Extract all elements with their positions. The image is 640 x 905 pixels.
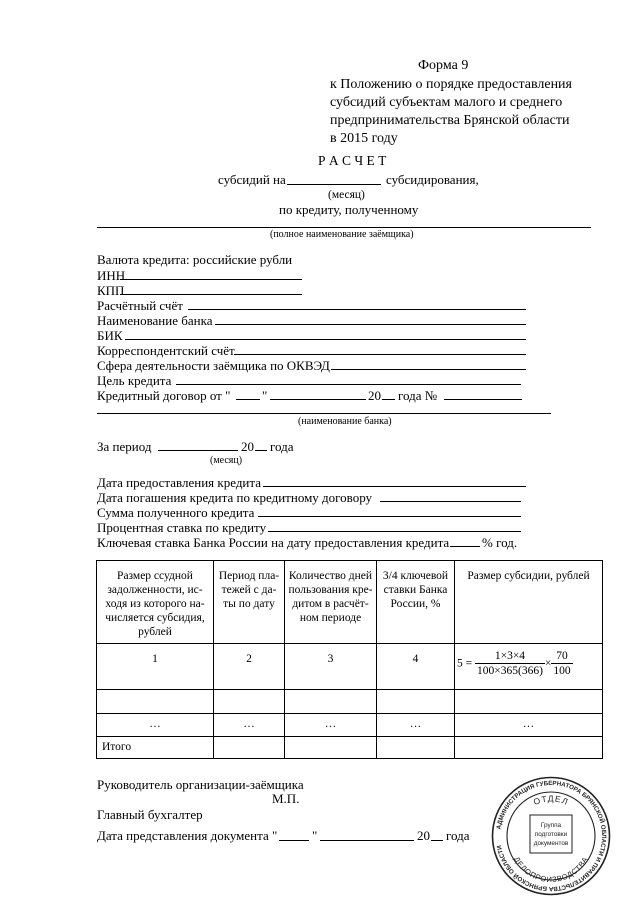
table-header: Размер субсидии, рублей (455, 561, 603, 644)
table-ellipsis: … (377, 714, 455, 737)
contract-quote: " (262, 388, 268, 403)
rate-label: Процентная ставка по кредиту (97, 520, 267, 535)
kpp-blank (120, 294, 302, 295)
contract-day-blank (236, 399, 260, 400)
formula-num-1: 1×3×4 (475, 649, 545, 664)
table-header: Размер ссудной задолженности, ис-ходя из которого на-числяется субсидия, рублей (97, 561, 214, 644)
inn-blank (120, 279, 302, 280)
period-year-blank (255, 450, 267, 451)
table-cell (97, 690, 214, 714)
corr-account-label: Корреспондентский счёт (97, 343, 235, 358)
table-cell (214, 690, 285, 714)
bik-blank (125, 339, 526, 340)
header-line: субсидий субъектам малого и среднего (330, 95, 563, 110)
contract-year-prefix: 20 (368, 388, 381, 403)
subtitle-before: субсидий на (218, 172, 286, 187)
official-stamp (490, 775, 612, 897)
table-header: 3/4 ключевой ставки Банка России, % (377, 561, 455, 644)
submit-date-quote: " (312, 828, 318, 843)
month-blank (287, 184, 381, 185)
date-repay-blank (380, 501, 521, 502)
table-cell (214, 737, 285, 759)
table-cell (455, 690, 603, 714)
date-given-blank (263, 486, 526, 487)
table-cell (455, 737, 603, 759)
corr-account-blank (234, 354, 526, 355)
stamp-center-line: подготовки (534, 831, 568, 838)
head-label: Руководитель организации-заёмщика (97, 777, 304, 792)
formula-lhs: 5 = (457, 657, 473, 670)
table-ellipsis: … (455, 714, 603, 737)
submit-month-blank (320, 840, 414, 841)
column-number: 4 (377, 644, 455, 690)
column-number: 1 (97, 644, 214, 690)
currency-label: Валюта кредита: российские рубли (97, 252, 293, 267)
contract-no-blank (444, 399, 522, 400)
period-year-prefix: 20 (241, 439, 254, 454)
form-number: Форма 9 (418, 58, 469, 73)
key-rate-label: Ключевая ставка Банка России на дату предоставления кредита (97, 535, 450, 550)
svg-text:ОТДЕЛ (532, 793, 570, 807)
accountant-label: Главный бухгалтер (97, 807, 203, 822)
formula-den-1: 100×365(366) (477, 665, 543, 677)
stamp-place-label: М.П. (272, 791, 300, 806)
period-year-suffix: года (270, 439, 294, 454)
total-label: Итого (97, 737, 214, 759)
bank-name-label: Наименование банка (97, 313, 213, 328)
amount-label: Сумма полученного кредита (97, 505, 255, 520)
period-month-hint: (месяц) (210, 455, 243, 466)
bank-hint: (наименование банка) (298, 416, 392, 427)
okved-label: Сфера деятельности заёмщика по ОКВЭД (97, 358, 330, 373)
borrower-blank (97, 227, 591, 228)
subtitle-after: субсидирования, (386, 172, 479, 187)
contract-month-blank (270, 399, 366, 400)
table-cell (377, 690, 455, 714)
submit-year-blank (431, 840, 443, 841)
table-cell (377, 737, 455, 759)
bank-name-blank (215, 324, 526, 325)
subsidy-formula (455, 644, 603, 690)
formula-fraction-2 (551, 649, 572, 678)
table-header: Количество дней пользования кре-дитом в расчёт-ном периоде (285, 561, 377, 644)
contract-year-blank (382, 399, 395, 400)
amount-blank (258, 516, 521, 517)
credit-line: по кредиту, полученному (279, 202, 419, 217)
kpp-label: КПП (97, 283, 125, 298)
submit-date-label: Дата представления документа " (97, 828, 278, 843)
contract-label: Кредитный договор от " (97, 388, 231, 403)
header-line: в 2015 году (330, 131, 398, 146)
account-label: Расчётный счёт (97, 298, 183, 313)
table-ellipsis: … (214, 714, 285, 737)
stamp-ring-text: АДМИНИСТРАЦИЯ ГУБЕРНАТОРА БРЯНСКОЙ ОБЛАСТИ И ПРАВИТЕЛЬСТВА БРЯНСКОЙ ОБЛАСТИ (495, 779, 608, 893)
table-ellipsis: … (97, 714, 214, 737)
date-given-label: Дата предоставления кредита (97, 475, 261, 490)
account-blank (188, 309, 526, 310)
header-line: к Положению о порядке предоставления (330, 77, 572, 92)
table-cell (285, 737, 377, 759)
table-cell (285, 690, 377, 714)
submit-year-prefix: 20 (417, 828, 430, 843)
okved-blank (331, 369, 526, 370)
stamp-center-line: документов (533, 840, 569, 847)
purpose-blank (176, 384, 521, 385)
submit-day-blank (279, 840, 309, 841)
stamp-dept2-text: ДЕЛОПРОИЗВОДСТВА (512, 855, 590, 885)
key-rate-suffix: % год. (482, 535, 518, 550)
column-number: 2 (214, 644, 285, 690)
date-repay-label: Дата погашения кредита по кредитному договору (97, 490, 373, 505)
formula-fraction-1 (475, 649, 545, 678)
formula-den-2: 100 (553, 665, 571, 677)
stamp-center-line: Группа (540, 822, 562, 829)
period-label: За период (97, 439, 152, 454)
header-line: предпринимательства Брянской области (330, 113, 570, 128)
key-rate-blank (450, 546, 480, 547)
formula-num-2: 70 (551, 649, 572, 664)
rate-blank (268, 531, 521, 532)
subsidy-table (96, 560, 603, 759)
table-ellipsis: … (285, 714, 377, 737)
period-month-blank (158, 450, 238, 451)
bank-blank (97, 413, 551, 414)
submit-year-suffix: года (446, 828, 470, 843)
table-header: Период пла-тежей с да-ты по дату (214, 561, 285, 644)
month-hint: (месяц) (328, 189, 365, 201)
bik-label: БИК (97, 328, 123, 343)
contract-no-label: года № (398, 388, 438, 403)
purpose-label: Цель кредита (97, 373, 172, 388)
borrower-hint: (полное наименование заёмщика) (270, 229, 414, 240)
inn-label: ИНН (97, 268, 126, 283)
column-number: 3 (285, 644, 377, 690)
stamp-dept-text: ОТДЕЛ (531, 793, 571, 808)
document-title: Р А С Ч Е Т (318, 153, 387, 168)
formula-times: × (544, 657, 552, 670)
